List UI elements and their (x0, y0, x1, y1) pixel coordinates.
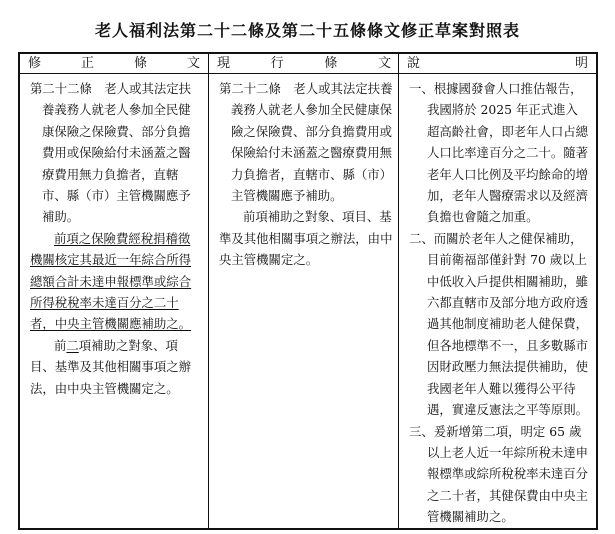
revised-paragraph-3 (30, 335, 202, 399)
header-char: 修 (28, 56, 42, 71)
current-paragraph-2: 前項補助之對象、項目、基準及其他相關事項之辦法，由中央主管機關定之。 (219, 209, 393, 268)
current-column (208, 54, 399, 528)
comparison-table (18, 52, 598, 530)
text-fragment: 項補助之對象、項目、基準及其他相關事項之辦法，由中央主管機關定之。 (30, 337, 192, 396)
revised-article-text: 第二十二條 老人或其法定扶養義務人就老人參加全民健康保險之保險費、部分負擔費用或保險給付未涵蓋之醫療費用無力負擔者，直轄市、縣（市）主管機關應予補助。 (30, 81, 192, 225)
document-title: 老人福利法第二十二條及第二十五條條文修正草案對照表 (94, 21, 520, 40)
header-char: 文 (186, 56, 200, 71)
explanation-item-2: 二、而關於老年人之健保補助，目前衛福部僅針對 70 歲以上中低收入戶提供相關補助，雖六都直轄市及部分地方政府透過其他制度補助老人健保費，但各地標準不一，且多數縣市因財政壓力無法提供補助，使我國老年人難以獲得公平待遇，實違反憲法之平等原則。 (409, 230, 589, 418)
added-text: 前項之保險費經稅捐稽徵機關核定其最近一年綜合所得總額合計未達申報標準或綜合所得稅稅率未達百分之二十者，中央主管機關應補助之。 (30, 230, 192, 332)
header-char: 行 (270, 56, 284, 71)
revised-column (20, 54, 208, 528)
header-char: 明 (574, 56, 588, 71)
explanation-item-3: 三、爰新增第二項，明定 65 歲以上老人近一年綜所稅未達申報標準或綜所稅稅率未達百分之二十者，其健保費由中央主管機關補助之。 (409, 423, 589, 525)
header-char: 文 (377, 56, 391, 71)
revised-header (20, 54, 208, 74)
current-header (209, 54, 399, 74)
header-char: 正 (80, 56, 94, 71)
explanation-header (399, 54, 596, 74)
header-char: 說 (407, 56, 421, 71)
text-fragment: 前 (54, 337, 67, 353)
current-article-text: 第二十二條 老人或其法定扶養義務人就老人參加全民健康保險之保險費、部分負擔費用或保險給付未涵蓋之醫療費用無力負擔者，直轄市、縣（市）主管機關應予補助。 (219, 81, 393, 204)
header-char: 現 (217, 56, 231, 71)
header-char: 條 (133, 56, 147, 71)
explanation-column (398, 54, 596, 528)
added-text: 二 (66, 337, 79, 353)
header-char: 條 (324, 56, 338, 71)
explanation-item-1: 一、根據國發會人口推估報告，我國將於 2025 年正式進入超高齡社會，即老年人口占總人口比率達百分之二十。隨著老年人口比例及平均餘命的增加，老年人醫療需求以及經濟負擔也會隨之加重。 (409, 81, 589, 225)
revised-paragraph-2 (30, 228, 202, 335)
